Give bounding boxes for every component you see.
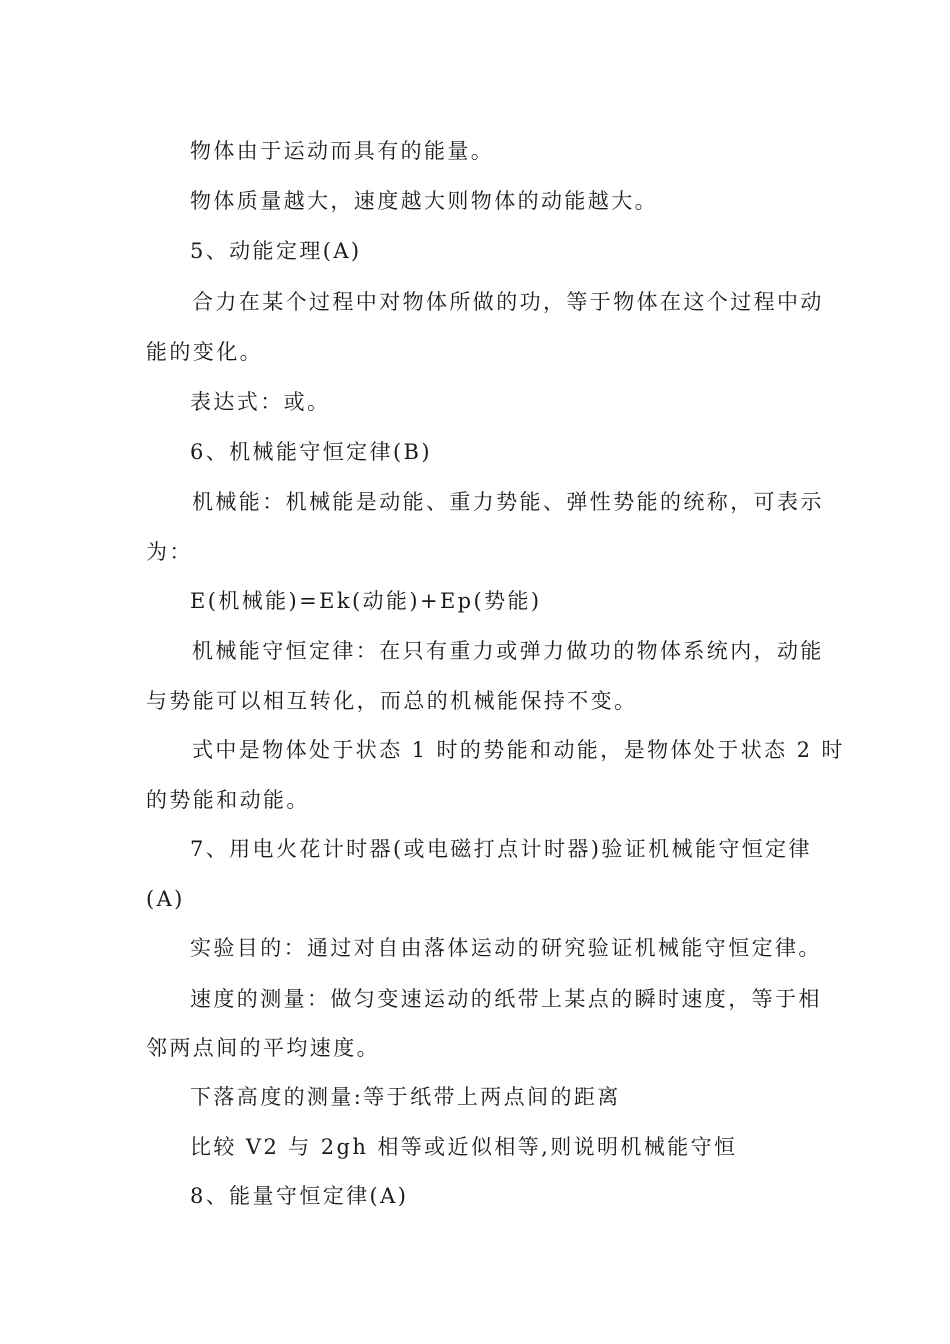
paragraph-states-line-2: 的势能和动能。 — [146, 788, 310, 812]
paragraph-expression: 表达式：或。 — [190, 390, 331, 414]
paragraph-mechanical-energy-line-1: 机械能：机械能是动能、重力势能、弹性势能的统称，可表示 — [192, 490, 824, 514]
paragraph-kinetic-energy-definition: 物体由于运动而具有的能量。 — [190, 139, 495, 163]
paragraph-velocity-measurement-line-2: 邻两点间的平均速度。 — [146, 1036, 380, 1060]
paragraph-kinetic-energy-factors: 物体质量越大，速度越大则物体的动能越大。 — [190, 189, 658, 213]
paragraph-velocity-measurement-line-1: 速度的测量：做匀变速运动的纸带上某点的瞬时速度，等于相 — [190, 987, 822, 1011]
paragraph-states-line-1: 式中是物体处于状态 1 时的势能和动能，是物体处于状态 2 时 — [192, 738, 845, 762]
paragraph-height-measurement: 下落高度的测量:等于纸带上两点间的距离 — [190, 1085, 621, 1109]
heading-experiment-line-1: 7、用电火花计时器(或电磁打点计时器)验证机械能守恒定律 — [190, 837, 812, 861]
paragraph-comparison: 比较 V2 与 2gh 相等或近似相等,则说明机械能守恒 — [190, 1135, 738, 1159]
paragraph-experiment-purpose: 实验目的：通过对自由落体运动的研究验证机械能守恒定律。 — [190, 936, 822, 960]
paragraph-mechanical-energy-line-2: 为： — [146, 540, 193, 564]
heading-experiment-line-2: (A) — [146, 887, 185, 911]
heading-kinetic-energy-theorem: 5、动能定理(A) — [190, 239, 362, 263]
heading-energy-conservation: 8、能量守恒定律(A) — [190, 1184, 409, 1208]
paragraph-conservation-law-line-2: 与势能可以相互转化，而总的机械能保持不变。 — [146, 689, 638, 713]
heading-mechanical-energy-conservation: 6、机械能守恒定律(B) — [190, 440, 432, 464]
paragraph-conservation-law-line-1: 机械能守恒定律：在只有重力或弹力做功的物体系统内，动能 — [192, 639, 824, 663]
formula-mechanical-energy: E(机械能)=Ek(动能)+Ep(势能) — [190, 589, 542, 613]
paragraph-theorem-line-1: 合力在某个过程中对物体所做的功，等于物体在这个过程中动 — [192, 290, 824, 314]
paragraph-theorem-line-2: 能的变化。 — [146, 340, 263, 364]
